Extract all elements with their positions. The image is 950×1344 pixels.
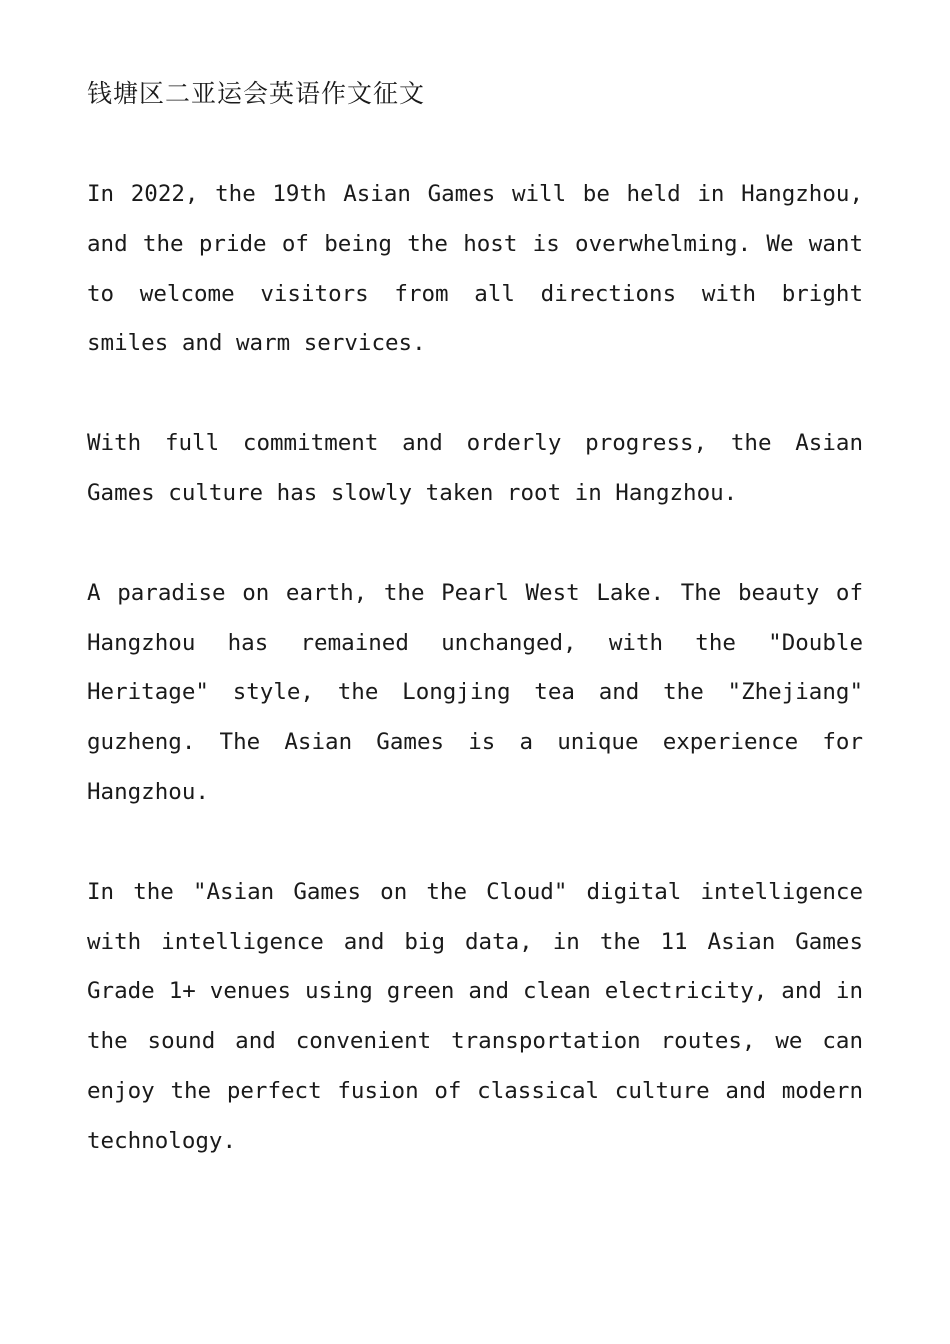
paragraph-digital-intelligence: In the "Asian Games on the Cloud" digital intelligence with intelligence and big data, in the 11 Asian Games Grade 1+ venues using green and clean electricity, and in the sound and convenient transportation routes, we can enjoy the perfect fusion of classical culture and modern technology. xyxy=(87,878,863,1154)
paragraph-west-lake-beauty: A paradise on earth, the Pearl West Lake. The beauty of Hangzhou has remained unchanged, with the "Double Heritage" style, the Longjing tea and the "Zhejiang" guzheng. The Asian Games is a unique experience for Hangzhou. xyxy=(87,579,863,805)
essay-body xyxy=(87,170,863,1217)
paragraph-asian-games-intro: In 2022, the 19th Asian Games will be held in Hangzhou, and the pride of being the host is overwhelming. We want to welcome visitors from all directions with bright smiles and warm services. xyxy=(87,181,863,357)
document-title: 钱塘区二亚运会英语作文征文 xyxy=(87,79,426,108)
paragraph-culture-roots: With full commitment and orderly progress, the Asian Games culture has slowly taken root in Hangzhou. xyxy=(87,430,863,506)
